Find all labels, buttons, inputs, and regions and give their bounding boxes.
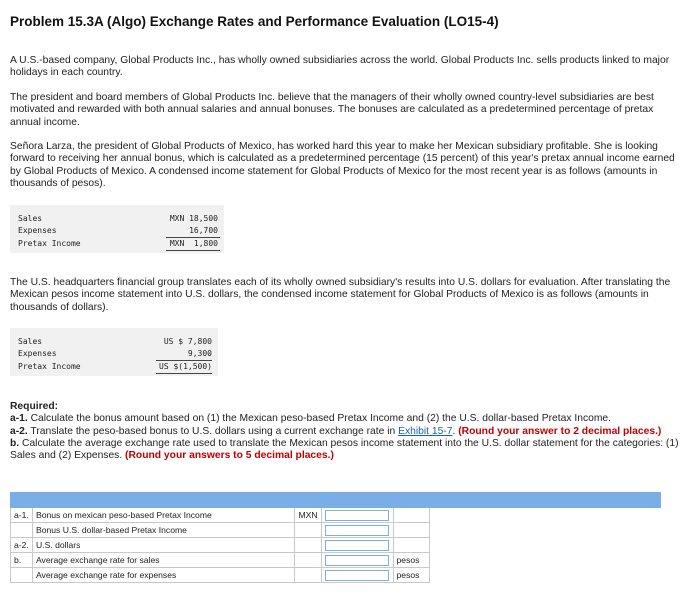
peso-expenses-value: 16,700 bbox=[189, 226, 218, 235]
req-a1 bbox=[10, 413, 680, 425]
intro-paragraph: A U.S.-based company, Global Products Inc., has wholly owned subsidiaries across the world. Global Products Inc. sells products linked to major holidays in each country. bbox=[10, 55, 670, 79]
peso-expenses-label: Expenses bbox=[18, 226, 57, 235]
usd-expenses-label: Expenses bbox=[18, 349, 57, 358]
req-a2-tag: a-2. bbox=[10, 425, 28, 437]
bonus-peso-input[interactable] bbox=[325, 510, 389, 521]
usd-expenses-value: 9,300 bbox=[187, 349, 212, 358]
row-tag bbox=[11, 523, 33, 538]
table-row bbox=[11, 568, 661, 583]
row-unit-before bbox=[295, 523, 321, 538]
usd-pretax-value: US $(1,500) bbox=[159, 362, 212, 371]
table-row bbox=[11, 553, 661, 568]
req-b-text: Calculate the average exchange rate used to translate the Mexican pesos income statement into the U.S. dollar statement for the categories: (1) Sales and (2) Expenses. bbox=[10, 437, 679, 462]
req-a2-text-after: . bbox=[452, 425, 456, 437]
row-unit-before bbox=[295, 568, 321, 583]
usd-pretax-label: Pretax Income bbox=[18, 362, 81, 371]
peso-income-statement bbox=[10, 205, 224, 253]
peso-sales-label: Sales bbox=[18, 214, 43, 223]
row-unit-after bbox=[393, 523, 429, 538]
required-heading: Required: bbox=[10, 401, 59, 412]
usd-income-statement bbox=[10, 328, 218, 376]
row-tag: a-1. bbox=[11, 508, 33, 523]
table-row bbox=[11, 523, 661, 538]
req-a2-note: (Round your answer to 2 decimal places.) bbox=[458, 425, 662, 437]
row-unit-before bbox=[295, 538, 321, 553]
row-unit-after: pesos bbox=[393, 553, 429, 568]
row-unit-after: pesos bbox=[393, 568, 429, 583]
row-label: Average exchange rate for sales bbox=[32, 553, 294, 568]
peso-underline bbox=[166, 237, 220, 238]
bonus-paragraph: The president and board members of Global Products Inc. believe that the managers of their wholly owned country-level subsidiaries are best motivated and rewarded with both annual salaries and annual bonuses. The bonuses are calculated as a predetermined percentage of pretax annual income. bbox=[10, 92, 654, 128]
peso-double-underline bbox=[166, 250, 220, 251]
req-a1-tag: a-1. bbox=[10, 413, 28, 425]
peso-pretax-label: Pretax Income bbox=[18, 239, 81, 248]
bonus-usd-input[interactable] bbox=[325, 525, 389, 536]
req-b-tag: b. bbox=[10, 437, 20, 449]
req-b bbox=[10, 438, 680, 463]
us-dollars-input[interactable] bbox=[325, 540, 389, 551]
translation-paragraph: The U.S. headquarters financial group translates each of its wholly owned subsidiary's results into U.S. dollars for evaluation. After translating the Mexican pesos income statement into U.S. dollars, the condensed income statement for Global Products of Mexico is as follows (amounts in thousands of dollars). bbox=[10, 277, 671, 313]
page-title: Problem 15.3A (Algo) Exchange Rates and Performance Evaluation (LO15-4) bbox=[10, 14, 499, 29]
row-tag: a-2. bbox=[11, 538, 33, 553]
row-tag bbox=[11, 568, 33, 583]
rate-sales-input[interactable] bbox=[325, 555, 389, 566]
row-label: Bonus on mexican peso-based Pretax Income bbox=[32, 508, 294, 523]
usd-sales-label: Sales bbox=[18, 337, 43, 346]
row-label: Average exchange rate for expenses bbox=[32, 568, 294, 583]
table-row bbox=[11, 508, 661, 523]
usd-underline bbox=[156, 360, 212, 361]
larza-paragraph: Señora Larza, the president of Global Products of Mexico, has worked hard this year to make her Mexican subsidiary profitable. She is looking forward to receiving her annual bonus, which is calculated as a predetermined percentage (15 percent) of this year's pretax annual income earned by Global Products of Mexico. A condensed income statement for Global Products of Mexico for the most recent year is as follows (amounts in thousands of pesos). bbox=[10, 141, 675, 189]
req-a2 bbox=[10, 426, 680, 438]
row-label: Bonus U.S. dollar-based Pretax Income bbox=[32, 523, 294, 538]
answer-table-header bbox=[11, 493, 661, 508]
row-unit-before: MXN bbox=[295, 508, 321, 523]
usd-double-underline bbox=[156, 373, 212, 374]
req-a1-text: Calculate the bonus amount based on (1) the Mexican peso-based Pretax Income and (2) the U.S. dollar-based Pretax Income. bbox=[27, 413, 611, 425]
row-label: U.S. dollars bbox=[32, 538, 294, 553]
required-section bbox=[10, 401, 680, 462]
answer-table bbox=[10, 492, 661, 583]
table-row bbox=[11, 538, 661, 553]
rate-expenses-input[interactable] bbox=[325, 570, 389, 581]
row-unit-before bbox=[295, 553, 321, 568]
req-a2-text: Translate the peso-based bonus to U.S. dollars using a current exchange rate in bbox=[27, 425, 399, 437]
peso-sales-value: MXN 18,500 bbox=[169, 214, 218, 223]
row-tag: b. bbox=[11, 553, 33, 568]
row-unit-after bbox=[393, 508, 429, 523]
usd-sales-value: US $ 7,800 bbox=[163, 337, 212, 346]
row-unit-after bbox=[393, 538, 429, 553]
exhibit-link[interactable]: Exhibit 15-7 bbox=[398, 425, 453, 437]
peso-pretax-value: MXN 1,800 bbox=[169, 239, 218, 248]
req-b-note: (Round your answers to 5 decimal places.) bbox=[125, 450, 334, 462]
